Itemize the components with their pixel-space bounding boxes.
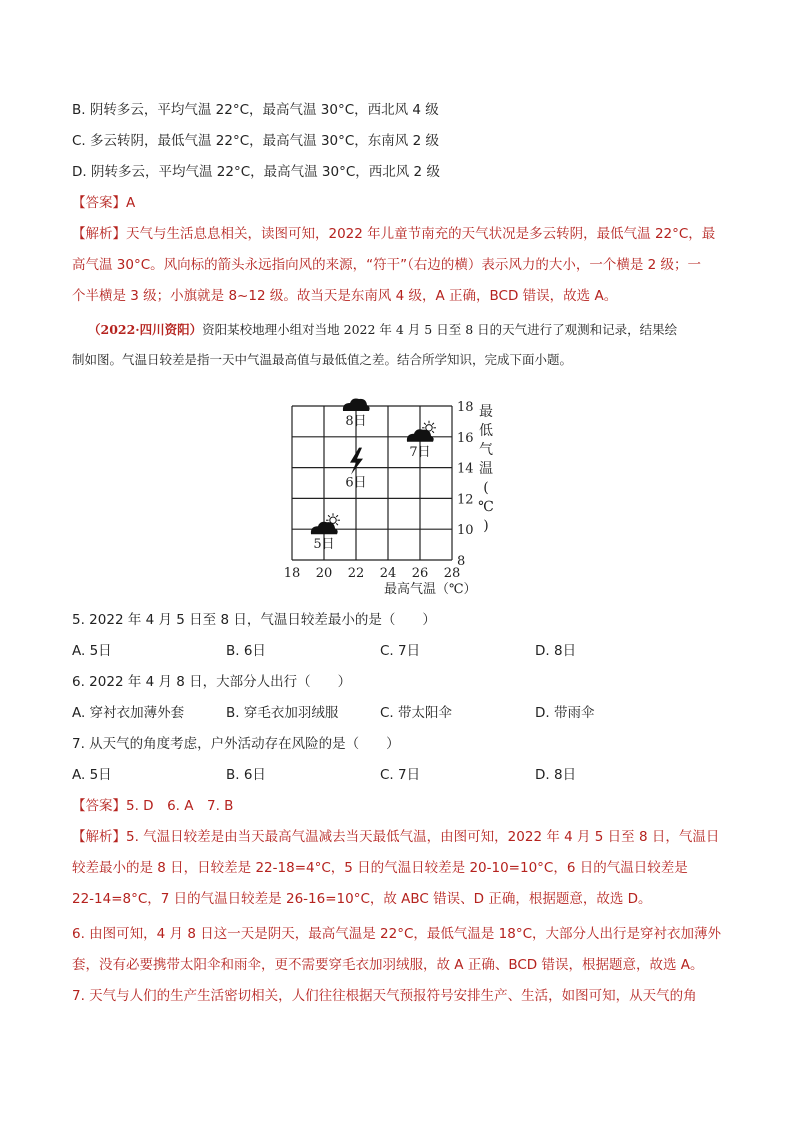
point-label: 6日: [345, 475, 367, 491]
explanation-1-line-2: 高气温 30°C。风向标的箭头永远指向风的来源，“符干”（右边的横）表示风力的大小，一个横是 2 级；一: [72, 257, 702, 273]
y-axis-label-char: ℃: [478, 499, 494, 515]
y-axis-label-char: 温: [479, 461, 493, 477]
cloudy-icon: [343, 399, 370, 412]
q5-option-c: C. 7日: [380, 643, 421, 659]
y-tick-label: 10: [457, 523, 474, 539]
q7-option-a: A. 5日: [72, 767, 112, 783]
option-b: B. 阴转多云，平均气温 22°C，最高气温 30°C，西北风 4 级: [72, 102, 439, 118]
point-label: 8日: [345, 414, 367, 429]
explanation-text: 5. 气温日较差是由当天最高气温减去当天最低气温，由图可知，2022 年 4 月 5 日至 8 日，气温日: [126, 829, 720, 845]
explanation-2-line-2: 较差最小的是 8 日，日较差是 22-18=4°C，5 日的气温日较差是 20-10=10°C，6 日的气温日较差是: [72, 860, 688, 876]
option-c: C. 多云转阴，最低气温 22°C，最高气温 30°C，东南风 2 级: [72, 133, 439, 149]
data-point: [343, 399, 370, 430]
explanation-tag: 【解析】: [72, 829, 126, 845]
question-source: （2022·四川资阳）: [88, 322, 203, 337]
answer-tag: 【答案】: [72, 798, 126, 814]
sun-ray: [432, 423, 434, 425]
x-tick-label: 20: [315, 566, 333, 581]
y-tick-label: 16: [457, 430, 474, 446]
answer-2: [72, 796, 233, 816]
question-5-stem: 5. 2022 年 4 月 5 日至 8 日，气温日较差最小的是（ ）: [72, 612, 436, 628]
explanation-2-line-3: 22-14=8°C，7 日的气温日较差是 26-16=10°C，故 ABC 错误、D 正确，根据题意，故选 D。: [72, 891, 652, 907]
explanation-tag: 【解析】: [72, 226, 126, 242]
q6-option-b: B. 穿毛衣加羽绒服: [226, 705, 339, 721]
q5-option-a: A. 5日: [72, 643, 112, 659]
explanation-2-line-1: [72, 827, 719, 847]
point-label: 5日: [313, 537, 335, 553]
y-axis-label-char: 最: [479, 404, 493, 420]
sun-ray: [336, 515, 338, 517]
question-6-stem: 6. 2022 年 4 月 8 日，大部分人出行（ ）: [72, 674, 352, 690]
y-tick-label: 18: [457, 400, 474, 415]
y-axis-label-char: ): [483, 518, 489, 534]
y-tick-label: 8: [457, 554, 466, 569]
x-tick-label: 28: [443, 566, 461, 581]
question-intro-line-1: [88, 320, 677, 340]
q7-option-b: B. 6日: [226, 767, 266, 783]
y-axis-label-char: 低: [479, 423, 493, 439]
explanation-text: 天气与生活息息相关，读图可知，2022 年儿童节南充的天气状况是多云转阴，最低气温 22°C，最: [126, 226, 716, 242]
x-tick-label: 22: [347, 566, 365, 581]
q7-option-d: D. 8日: [535, 767, 577, 783]
data-point: [407, 421, 436, 460]
answer-value: A: [126, 195, 136, 211]
y-axis-label: [478, 404, 494, 534]
sun-ray: [336, 523, 338, 525]
explanation-1-line-3: 个半横是 3 级；小旗就是 8~12 级。故当天是东南风 4 级，A 正确，BCD 错误，故选 A。: [72, 288, 618, 304]
x-tick-label: 18: [283, 566, 301, 581]
point-label: 7日: [409, 444, 431, 460]
q6-option-d: D. 带雨伞: [535, 705, 595, 721]
y-axis-label-char: 气: [479, 442, 493, 458]
y-tick-label: 14: [457, 461, 474, 477]
x-axis-label: 最高气温（℃）: [384, 582, 477, 597]
explanation-2-line-5: 套，没有必要携带太阳伞和雨伞，更不需要穿毛衣加羽绒服，故 A 正确、BCD 错误，根据题意，故选 A。: [72, 957, 704, 973]
question-intro-line-2: 制如图。气温日较差是指一天中气温最高值与最低值之差。结合所学知识，完成下面小题。: [72, 352, 573, 367]
intro-text: 资阳某校地理小组对当地 2022 年 4 月 5 日至 8 日的天气进行了观测和记录，结果绘: [202, 322, 678, 337]
q5-option-d: D. 8日: [535, 643, 577, 659]
option-d: D. 阴转多云，平均气温 22°C，最高气温 30°C，西北风 2 级: [72, 164, 440, 180]
y-tick-label: 12: [457, 492, 474, 508]
q6-option-c: C. 带太阳伞: [380, 705, 453, 721]
explanation-2-line-4: 6. 由图可知，4 月 8 日这一天是阴天，最高气温是 22°C，最低气温是 18°C，大部分人出行是穿衬衣加薄外: [72, 926, 722, 942]
sun-ray: [432, 431, 434, 433]
x-tick-label: 26: [411, 566, 429, 581]
sun-ray: [424, 423, 426, 425]
y-axis-label-char: (: [483, 480, 489, 496]
question-7-stem: 7. 从天气的角度考虑，户外活动存在风险的是（ ）: [72, 736, 400, 752]
q5-option-b: B. 6日: [226, 643, 266, 659]
q6-option-a: A. 穿衬衣加薄外套: [72, 705, 185, 721]
x-tick-label: 24: [379, 566, 397, 581]
answer-value: 5. D 6. A 7. B: [126, 798, 234, 814]
data-point: [311, 513, 340, 552]
q7-option-c: C. 7日: [380, 767, 421, 783]
answer-tag: 【答案】: [72, 195, 126, 211]
explanation-2-line-6: 7. 天气与人们的生产生活密切相关，人们往往根据天气预报符号安排生产、生活，如图可知，从天气的角: [72, 988, 697, 1004]
answer-1: [72, 193, 135, 213]
sun-ray: [328, 515, 330, 517]
explanation-1-line-1: [72, 224, 715, 244]
chart-ticks: [284, 400, 474, 581]
weather-chart: [0, 390, 794, 610]
